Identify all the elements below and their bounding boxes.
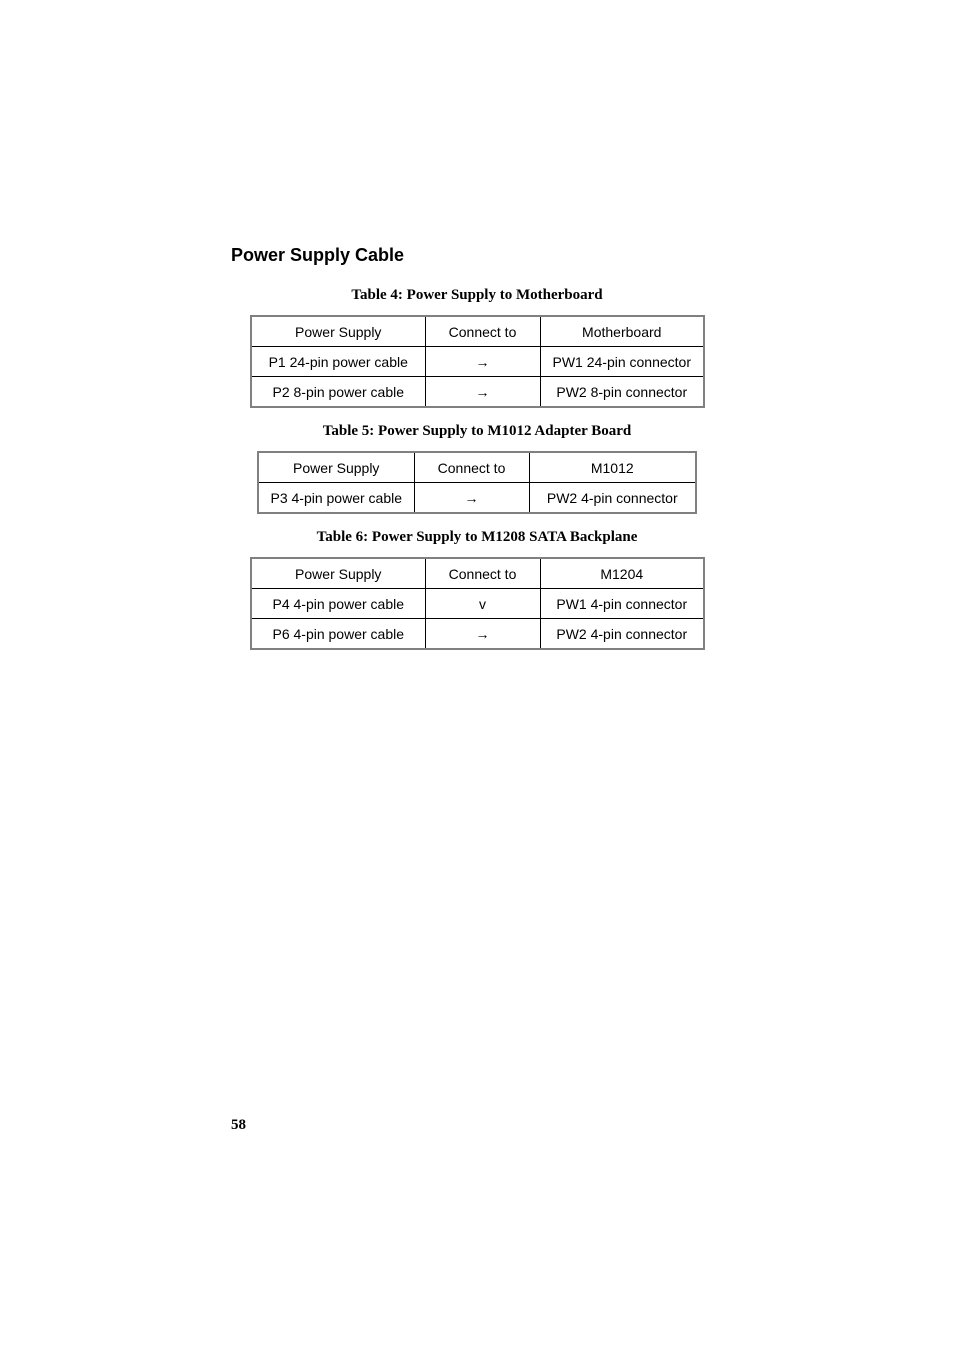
header-cell: Power Supply <box>258 452 414 483</box>
table-cell: PW2 4-pin connector <box>540 619 704 650</box>
table-header-row <box>251 316 704 347</box>
section-heading: Power Supply Cable <box>231 245 405 265</box>
header-cell: M1204 <box>540 558 704 589</box>
table-row <box>251 347 704 377</box>
header-cell: Connect to <box>414 452 529 483</box>
arrow-icon: → <box>425 619 540 650</box>
table-cell: PW1 4-pin connector <box>540 589 704 619</box>
table-row <box>251 589 704 619</box>
table-row <box>258 483 696 514</box>
table-cell: P3 4-pin power cable <box>258 483 414 514</box>
table-row <box>251 377 704 408</box>
header-cell: Motherboard <box>540 316 704 347</box>
table-cell: PW2 4-pin connector <box>529 483 696 514</box>
header-cell: Connect to <box>425 316 540 347</box>
table-cell: PW1 24-pin connector <box>540 347 704 377</box>
arrow-icon: → <box>425 347 540 377</box>
arrow-icon: → <box>414 483 529 514</box>
table-cell: P4 4-pin power cable <box>251 589 425 619</box>
table-5 <box>257 451 697 514</box>
header-cell: Connect to <box>425 558 540 589</box>
table-header-row <box>251 558 704 589</box>
page-number: 58 <box>231 1117 246 1133</box>
table-cell: P1 24-pin power cable <box>251 347 425 377</box>
header-cell: M1012 <box>529 452 696 483</box>
table-cell: PW2 8-pin connector <box>540 377 704 408</box>
table-cell: P2 8-pin power cable <box>251 377 425 408</box>
table-6 <box>250 557 705 650</box>
header-cell: Power Supply <box>251 316 425 347</box>
table-4-caption: Table 4: Power Supply to Motherboard <box>351 287 603 303</box>
table-5-caption: Table 5: Power Supply to M1012 Adapter Board <box>322 423 632 439</box>
table-4 <box>250 315 705 408</box>
table-row <box>251 619 704 650</box>
table-6-caption: Table 6: Power Supply to M1208 SATA Backplane <box>316 529 638 545</box>
header-cell: Power Supply <box>251 558 425 589</box>
table-cell: P6 4-pin power cable <box>251 619 425 650</box>
table-cell: v <box>425 589 540 619</box>
table-header-row <box>258 452 696 483</box>
arrow-icon: → <box>425 377 540 408</box>
